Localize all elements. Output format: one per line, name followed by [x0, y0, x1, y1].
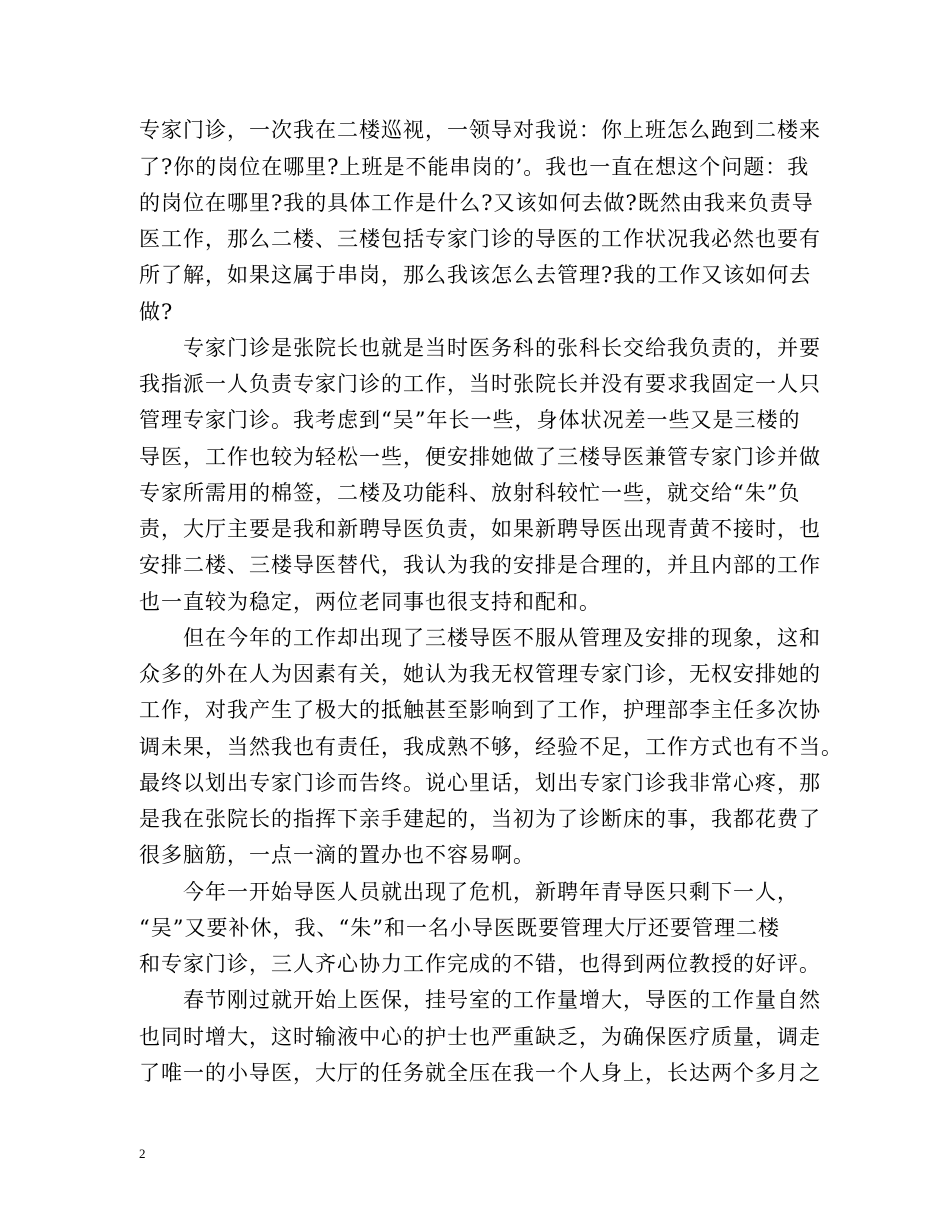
- text-line: 专家所需用的棉签，二楼及功能科、放射科较忙一些，就交给“朱”负: [139, 481, 801, 505]
- page-number: 2: [139, 1146, 146, 1161]
- text-line: 了唯一的小导医，大厅的任务就全压在我一个人身上，长达两个多月之: [139, 1061, 821, 1085]
- text-line: 但在今年的工作却出现了三楼导医不服从管理及安排的现象，这和: [139, 626, 821, 650]
- text-line: 专家门诊是张院长也就是当时医务科的张科长交给我负责的，并要: [139, 336, 821, 360]
- text-line: 专家门诊，一次我在二楼巡视，一领导对我说：你上班怎么跑到二楼来: [139, 118, 821, 142]
- text-line: 很多脑筋，一点一滴的置办也不容易啊。: [139, 843, 535, 867]
- text-line: 责，大厅主要是我和新聘导医负责，如果新聘导医出现青黄不接时，也: [139, 517, 821, 541]
- text-line: 的岗位在哪里?我的具体工作是什么?又该如何去做?既然由我来负责导: [139, 191, 814, 215]
- text-line: 调未果，当然我也有责任，我成熟不够，经验不足，工作方式也有不当。: [139, 735, 843, 759]
- text-line: 春节刚过就开始上医保，挂号室的工作量增大，导医的工作量自然: [139, 988, 821, 1012]
- text-line: 众多的外在人为因素有关，她认为我无权管理专家门诊，无权安排她的: [139, 662, 821, 686]
- text-line: “吴”又要补休，我、“朱”和一名小导医既要管理大厅还要管理二楼: [139, 916, 780, 940]
- text-line: 了?你的岗位在哪里?上班是不能串岗的’。我也一直在想这个问题：我: [139, 155, 810, 179]
- text-line: 也同时增大，这时输液中心的护士也严重缺乏，为确保医疗质量，调走: [139, 1025, 821, 1049]
- text-line: 医工作，那么二楼、三楼包括专家门诊的导医的工作状况我必然也要有: [139, 227, 821, 251]
- text-line: 工作，对我产生了极大的抵触甚至影响到了工作，护理部李主任多次协: [139, 698, 821, 722]
- text-line: 今年一开始导医人员就出现了危机，新聘年青导医只剩下一人，: [139, 880, 799, 904]
- text-line: 管理专家门诊。我考虑到“吴”年长一些，身体状况差一些又是三楼的: [139, 408, 801, 432]
- text-line: 最终以划出专家门诊而告终。说心里话，划出专家门诊我非常心疼，那: [139, 771, 821, 795]
- text-line: 我指派一人负责专家门诊的工作，当时张院长并没有要求我固定一人只: [139, 372, 821, 396]
- text-line: 所了解，如果这属于串岗，那么我该怎么去管理?我的工作又该如何去: [139, 263, 812, 287]
- text-line: 是我在张院长的指挥下亲手建起的，当初为了诊断床的事，我都花费了: [139, 807, 821, 831]
- text-line: 和专家门诊，三人齐心协力工作完成的不错，也得到两位教授的好评。: [139, 952, 821, 976]
- text-line: 也一直较为稳定，两位老同事也很支持和配和。: [139, 590, 601, 614]
- text-line: 做?: [139, 300, 174, 324]
- text-line: 导医，工作也较为轻松一些，便安排她做了三楼导医兼管专家门诊并做: [139, 445, 821, 469]
- text-line: 安排二楼、三楼导医替代，我认为我的安排是合理的，并且内部的工作: [139, 553, 821, 577]
